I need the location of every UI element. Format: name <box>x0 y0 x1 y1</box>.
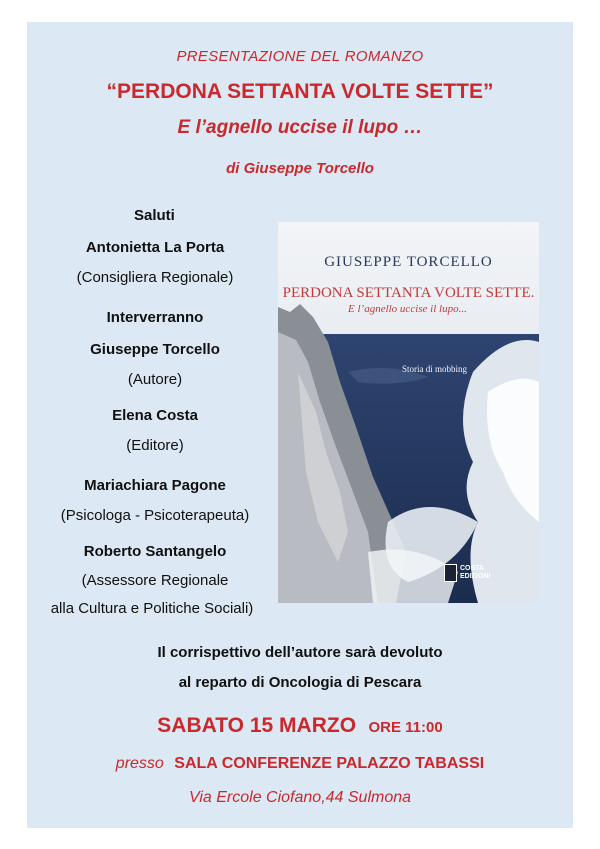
novel-title: “PERDONA SETTANTA VOLTE SETTE” <box>106 80 494 103</box>
venue-prefix: presso <box>115 755 164 772</box>
author-byline: di Giuseppe Torcello <box>226 160 374 177</box>
event-time: ORE 11:00 <box>368 719 443 736</box>
cover-author: GIUSEPPE TORCELLO <box>324 254 493 270</box>
venue-name: SALA CONFERENZE PALAZZO TABASSI <box>174 755 485 772</box>
novel-subtitle: E l’agnello uccise il lupo … <box>177 117 423 138</box>
interverranno-label: Interverranno <box>106 309 204 326</box>
speaker-role: (Autore) <box>127 371 183 388</box>
speaker-name: Mariachiara Pagone <box>84 477 226 494</box>
speaker-role: (Assessore Regionale <box>81 572 229 589</box>
speaker-name: Elena Costa <box>112 407 198 424</box>
publisher-name: COSTA <box>460 565 484 572</box>
saluti-label: Saluti <box>134 207 175 224</box>
publisher-logo-icon <box>444 564 457 582</box>
event-poster <box>27 22 573 828</box>
publisher-name-sub: EDIZIONI <box>460 573 491 580</box>
cover-sea-image <box>278 222 539 603</box>
speaker-role: (Editore) <box>126 437 184 454</box>
speaker-role: alla Cultura e Politiche Sociali) <box>50 600 254 617</box>
speaker-name: Antonietta La Porta <box>85 239 225 256</box>
event-date: SABATO 15 MARZO <box>157 714 357 737</box>
cover-subtitle: E l’agnello uccise il lupo... <box>348 303 467 315</box>
donation-note: Il corrispettivo dell’autore sarà devoluto <box>157 644 443 661</box>
cover-title: PERDONA SETTANTA VOLTE SETTE. <box>282 285 535 301</box>
event-datetime <box>27 714 573 738</box>
speaker-name: Roberto Santangelo <box>83 543 227 560</box>
cover-series: Storia di mobbing <box>402 364 467 374</box>
speaker-role: (Consigliera Regionale) <box>76 269 234 286</box>
donation-note: al reparto di Oncologia di Pescara <box>178 674 422 691</box>
speaker-name: Giuseppe Torcello <box>90 341 220 358</box>
event-venue <box>27 755 573 773</box>
publisher-mark <box>444 564 490 582</box>
event-address: Via Ercole Ciofano,44 Sulmona <box>188 789 412 806</box>
book-cover <box>278 222 539 603</box>
poster-kicker: PRESENTAZIONE DEL ROMANZO <box>176 48 424 65</box>
speaker-role: (Psicologa - Psicoterapeuta) <box>60 507 250 524</box>
